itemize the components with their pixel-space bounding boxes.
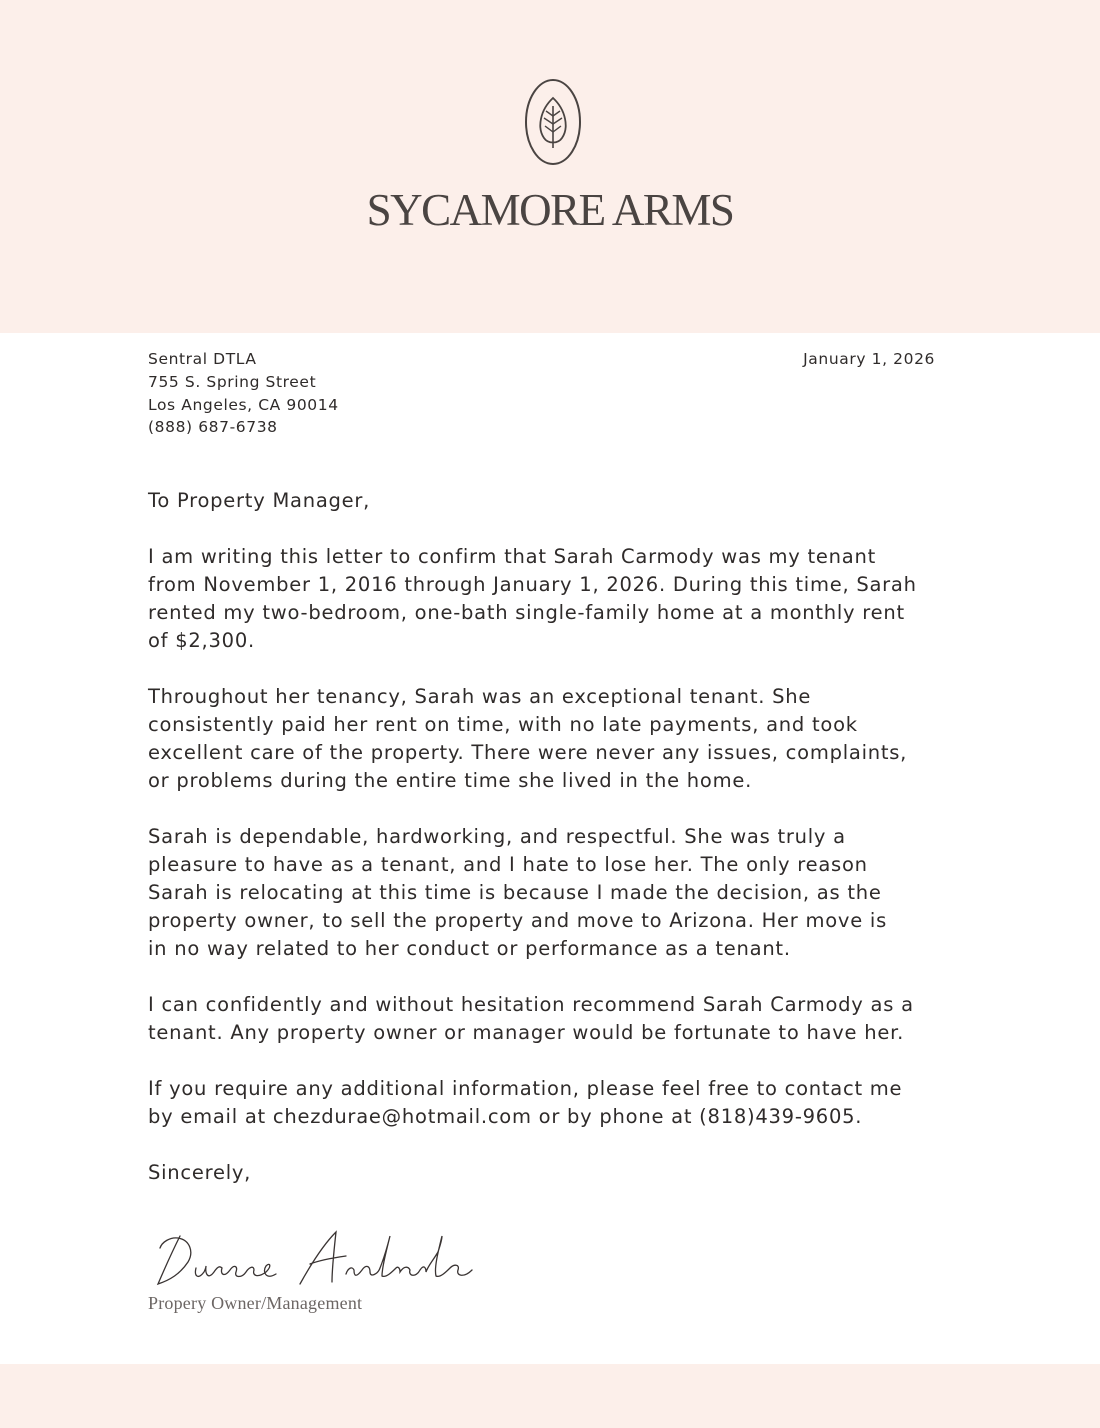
paragraph-4: [148, 991, 958, 1047]
letter-date: January 1, 2026: [803, 350, 935, 368]
text-line: Sarah is relocating at this time is because I made the decision, as the: [148, 881, 882, 904]
text-line: rented my two-bedroom, one-bath single-family home at a monthly rent: [148, 601, 905, 624]
sender-address: [148, 348, 339, 439]
sender-city: Los Angeles, CA 90014: [148, 395, 339, 414]
text-line: property owner, to sell the property and move to Arizona. Her move is: [148, 909, 887, 932]
paragraph-1: [148, 543, 958, 655]
handwritten-signature: [150, 1222, 490, 1294]
closing: Sincerely,: [148, 1161, 252, 1184]
text-line: by email at chezdurae@hotmail.com or by phone at (818)439-9605.: [148, 1105, 863, 1128]
text-line: consistently paid her rent on time, with no late payments, and took: [148, 713, 858, 736]
header-band: [0, 0, 1100, 333]
salutation: To Property Manager,: [148, 489, 371, 512]
signer-title: Propery Owner/Management: [148, 1293, 363, 1313]
leaf-icon: [524, 78, 582, 166]
text-line: of $2,300.: [148, 629, 255, 652]
paragraph-3: [148, 823, 958, 963]
text-line: If you require any additional information, please feel free to contact me: [148, 1077, 903, 1100]
paragraph-5: [148, 1075, 958, 1131]
sender-phone: (888) 687-6738: [148, 418, 278, 437]
text-line: excellent care of the property. There were never any issues, complaints,: [148, 741, 908, 764]
text-line: or problems during the entire time she lived in the home.: [148, 769, 753, 792]
paragraph-2: [148, 683, 958, 795]
letter-body: [148, 487, 958, 1215]
sender-name: Sentral DTLA: [148, 350, 257, 368]
text-line: I am writing this letter to confirm that Sarah Carmody was my tenant: [148, 545, 876, 568]
sender-street: 755 S. Spring Street: [148, 372, 317, 391]
brand-name: SYCAMORE ARMS: [366, 185, 734, 235]
text-line: I can confidently and without hesitation recommend Sarah Carmody as a: [148, 993, 914, 1016]
text-line: from November 1, 2016 through January 1, 2026. During this time, Sarah: [148, 573, 917, 596]
text-line: Sarah is dependable, hardworking, and respectful. She was truly a: [148, 825, 846, 848]
text-line: in no way related to her conduct or performance as a tenant.: [148, 937, 791, 960]
text-line: tenant. Any property owner or manager would be fortunate to have her.: [148, 1021, 905, 1044]
footer-band: [0, 1364, 1100, 1428]
text-line: Throughout her tenancy, Sarah was an exceptional tenant. She: [148, 685, 812, 708]
text-line: pleasure to have as a tenant, and I hate to lose her. The only reason: [148, 853, 868, 876]
